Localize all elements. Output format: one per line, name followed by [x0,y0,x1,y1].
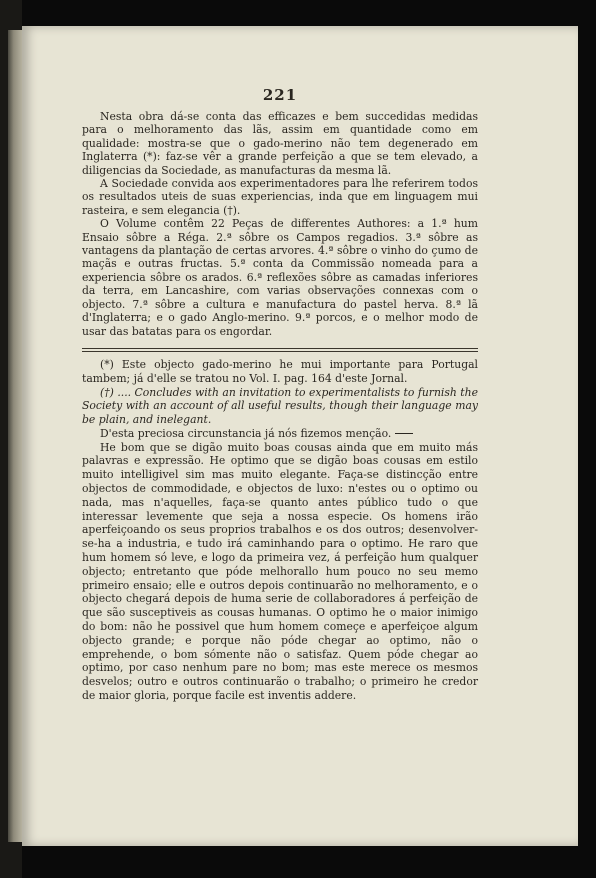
footnote-dagger: (†) .... Concludes with an invitation to experimentalists to furnish the Society with an account of all useful results, though their language may be plain, and inelegant. [82,385,478,427]
page-edge [8,30,22,842]
paragraph-wool: Nesta obra dá-se conta das efficazes e bem succedidas medidas para o melhoramento das lãs, assim em quantidade como em qualidade: mostra-se que o gado-merino não tem degenerado em Inglaterra (*): faz-se vêr a grande perfeição a que se tem elevado, a diligencias da Sociedade, as manufacturas da mesma lã. [82,110,478,177]
paragraph-society-invitation: A Sociedade convida aos experimentadores para lhe referirem todos os resultados uteis de suas experiencias, inda que em linguagem mui rasteira, e sem elegancia (†). [82,177,478,217]
footnotes [82,358,478,703]
page-content [82,86,478,703]
page-number: 221 [262,86,298,104]
footnote-separator [82,348,478,352]
footnote-optimo-essay: He bom que se digão muito boas cousas ainda que em muito más palavras e expressão. He optimo que se digão boas cousas em estilo muito intelligivel sim mas muito elegante. Faça-se distincção entre objectos de commodidade, e objectos de luxo: n'estes ou o optimo ou nada, mas n'aquelles, faça-se quanto antes público tudo o que interessar levemente que seja a nossa especie. Os homens irão aperfeiçoando os seus proprios trabalhos e os dos outros; desenvolver-se-ha a industria, e tudo irá caminhando para o optimo. He raro que hum homem só leve, e logo da primeira vez, á perfeição hum qualquer objecto; entretanto que póde melhorallo hum pouco no seu memo primeiro ensaio; elle e outros depois continuarão no melhoramento, e o objecto chegará depois de huma serie de collaboradores á perfeição de que são susceptiveis as cousas humanas. O optimo he o maior inimigo do bom: não he possivel que hum homem começe e aperfeiçoe algum objecto grande; e porque não póde chegar ao optimo, não o emprehende, o bom sómente não o satisfaz. Quem póde chegar ao optimo, por caso nenhum pare no bom; mas este merece os mesmos desvelos; outro e outros continuarão o trabalho; o primeiro he credor de maior gloria, porque facile est inventis addere. [82,440,478,703]
main-text [82,110,478,338]
footnote-mention [82,427,478,441]
footnote-mention-text: D'esta preciosa circunstancia já nós fizemos menção. [100,426,392,440]
footnote-asterisk: (*) Este objecto gado-merino he mui importante para Portugal tambem; já d'elle se tratou no Vol. I. pag. 164 d'este Jornal. [82,357,478,385]
footnote-rule [82,348,478,349]
footnote-rule-thin [82,351,478,352]
em-dash [395,433,413,434]
book-page [22,26,578,846]
paragraph-volume-contents: O Volume contêm 22 Peças de differentes Authores: a 1.ª hum Ensaio sôbre a Réga. 2.ª sôbre os Campos regadios. 3.ª sôbre as vantagens da plantação de certas arvores. 4.ª sôbre o vinho do çumo de maçãs e outras fructas. 5.ª conta da Commissão nomeada para a experiencia sôbre os arados. 6.ª reflexões sôbre as camadas inferiores da terra, em Lancashire, com varias observações connexas com o objecto. 7.ª sôbre a cultura e manufactura do pastel herva. 8.ª lã d'Inglaterra; e o gado Anglo-merino. 9.ª porcos, e o melhor modo de usar das batatas para os engordar. [82,217,478,338]
